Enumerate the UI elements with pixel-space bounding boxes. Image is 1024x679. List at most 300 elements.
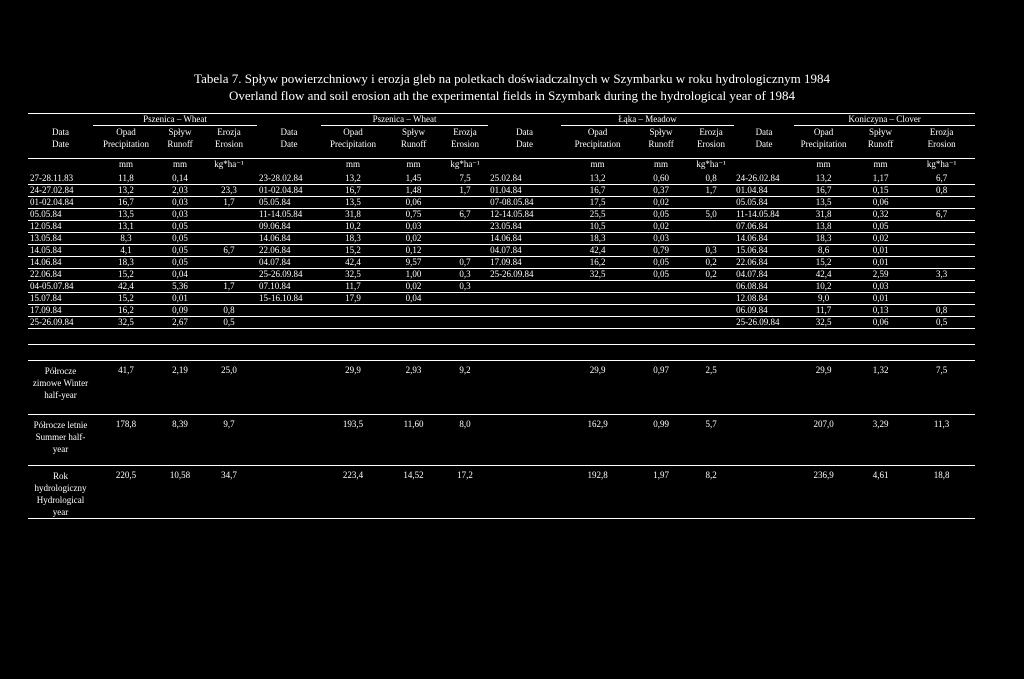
column-header-en: Precipitation (800, 139, 847, 149)
table-cell: 11-14.05.84 (257, 209, 321, 221)
table-cell (634, 293, 688, 305)
table-cell: 0,15 (853, 185, 908, 197)
table-cell: 0,03 (634, 233, 688, 245)
table-cell: 14.06.84 (28, 257, 93, 269)
table-cell: 01-02.04.84 (257, 185, 321, 197)
table-cell (908, 233, 975, 245)
table-cell: 0,8 (908, 305, 975, 317)
table-row (28, 293, 975, 305)
table-cell: 0,02 (634, 221, 688, 233)
table-row (28, 233, 975, 245)
table-cell: 0,14 (159, 173, 201, 185)
column-header-pl: Spływ (869, 127, 893, 137)
table-cell (634, 305, 688, 317)
table-cell: 05.05.84 (734, 197, 794, 209)
column-header (28, 126, 93, 151)
unit-label (488, 159, 561, 174)
column-header-en: Runoff (167, 139, 193, 149)
summary-cell: 178,8 (93, 415, 159, 466)
table-cell (908, 245, 975, 257)
table-cell: 16,7 (561, 185, 634, 197)
column-header (488, 126, 561, 151)
table-cell: 15.06.84 (734, 245, 794, 257)
empty-cell (561, 329, 634, 345)
summary-cell: 4,61 (853, 466, 908, 519)
table-cell: 1,7 (201, 197, 257, 209)
summary-label: Półrocze letnie Summer half-year (28, 415, 93, 466)
summary-cell: 9,7 (201, 415, 257, 466)
empty-cell (385, 329, 442, 345)
column-header-en: Precipitation (103, 139, 149, 149)
table-cell: 17,9 (321, 293, 385, 305)
column-header-pl: Opad (813, 127, 834, 137)
summary-label: Rok hydrologiczny Hydrological year (28, 466, 93, 519)
table-cell: 14.05.84 (28, 245, 93, 257)
table-cell: 0,01 (159, 293, 201, 305)
column-header-pl: Data (516, 126, 534, 137)
column-header-en: Runoff (648, 139, 674, 149)
summary-cell: 11,60 (385, 415, 442, 466)
table-cell: 01-02.04.84 (28, 197, 93, 209)
summary-cell: 9,2 (442, 361, 488, 415)
table-cell: 0,12 (385, 245, 442, 257)
table-cell: 0,60 (634, 173, 688, 185)
table-cell (201, 293, 257, 305)
table-cell: 12-14.05.84 (488, 209, 561, 221)
units-row (28, 159, 975, 174)
section-header: Łąka – Meadow (561, 114, 734, 126)
column-header-pl: Opad (343, 127, 363, 137)
table-cell: 25-26.09.84 (734, 317, 794, 329)
table-cell: 0,2 (688, 257, 734, 269)
empty-cell (734, 345, 794, 361)
table-cell: 0,03 (853, 281, 908, 293)
table-cell: 13.05.84 (28, 233, 93, 245)
empty-cell (488, 345, 561, 361)
empty-cell (734, 466, 794, 519)
table-cell: 06.08.84 (734, 281, 794, 293)
table-cell: 25-26.09.84 (28, 317, 93, 329)
summary-label: Półrocze zimowe Winter half-year (28, 361, 93, 415)
table-cell (688, 197, 734, 209)
table-cell: 11,7 (794, 305, 853, 317)
table-cell: 6,7 (442, 209, 488, 221)
table-cell: 0,06 (853, 317, 908, 329)
table-row (28, 185, 975, 197)
table-cell: 11,7 (321, 281, 385, 293)
table-cell: 1,7 (201, 281, 257, 293)
table-cell (908, 293, 975, 305)
empty-cell (634, 345, 688, 361)
column-header (93, 126, 159, 151)
table-cell: 13,8 (794, 221, 853, 233)
table-cell: 0,8 (688, 173, 734, 185)
empty-cell (853, 329, 908, 345)
table-cell (908, 281, 975, 293)
table-cell (257, 317, 321, 329)
unit-label: mm (853, 159, 908, 174)
table-cell: 13,2 (321, 173, 385, 185)
table-cell: 0,04 (385, 293, 442, 305)
empty-cell (257, 329, 321, 345)
table-cell: 25,5 (561, 209, 634, 221)
empty-cell (488, 361, 561, 415)
table-cell: 0,05 (159, 233, 201, 245)
summary-cell: 220,5 (93, 466, 159, 519)
table-cell: 0,3 (688, 245, 734, 257)
summary-cell: 2,19 (159, 361, 201, 415)
table-cell (442, 317, 488, 329)
empty-cell (908, 345, 975, 361)
empty-cell (442, 345, 488, 361)
summary-cell: 8,39 (159, 415, 201, 466)
table-cell (688, 233, 734, 245)
erosion-table (28, 113, 975, 519)
table-cell: 2,67 (159, 317, 201, 329)
summary-cell: 5,7 (688, 415, 734, 466)
table-cell: 16,2 (561, 257, 634, 269)
empty-cell (908, 329, 975, 345)
table-cell: 0,2 (688, 269, 734, 281)
table-cell: 0,01 (853, 293, 908, 305)
table-cell: 0,5 (908, 317, 975, 329)
table-cell (634, 281, 688, 293)
table-cell: 9,57 (385, 257, 442, 269)
unit-label: mm (561, 159, 634, 174)
column-header (321, 126, 385, 151)
table-cell: 16,2 (93, 305, 159, 317)
table-cell: 14.06.84 (734, 233, 794, 245)
unit-label (28, 159, 93, 174)
unit-label: mm (385, 159, 442, 174)
summary-cell: 25,0 (201, 361, 257, 415)
table-cell: 06.09.84 (734, 305, 794, 317)
table-cell: 23,3 (201, 185, 257, 197)
table-cell: 07.06.84 (734, 221, 794, 233)
summary-cell: 29,9 (794, 361, 853, 415)
table-cell: 1,48 (385, 185, 442, 197)
table-cell: 0,37 (634, 185, 688, 197)
table-cell: 24-26.02.84 (734, 173, 794, 185)
column-header-pl: Opad (116, 127, 136, 137)
table-cell: 12.05.84 (28, 221, 93, 233)
column-header (794, 126, 853, 151)
empty-cell (734, 329, 794, 345)
table-cell (908, 221, 975, 233)
table-cell: 42,4 (794, 269, 853, 281)
table-cell: 18,3 (794, 233, 853, 245)
table-cell: 0,05 (159, 257, 201, 269)
empty-cell (257, 345, 321, 361)
table-cell (561, 293, 634, 305)
table-cell: 32,5 (93, 317, 159, 329)
table-cell: 0,75 (385, 209, 442, 221)
table-cell: 15,2 (321, 245, 385, 257)
table-cell (561, 305, 634, 317)
table-cell (442, 305, 488, 317)
summary-cell: 7,5 (908, 361, 975, 415)
table-cell: 01.04.84 (488, 185, 561, 197)
table-cell: 0,05 (159, 245, 201, 257)
empty-cell (734, 361, 794, 415)
column-header-en: Date (516, 138, 534, 149)
table-cell: 11,8 (93, 173, 159, 185)
empty-cell (853, 345, 908, 361)
table-row (28, 257, 975, 269)
table-cell: 1,17 (853, 173, 908, 185)
column-header (688, 126, 734, 151)
column-header-en: Erosion (451, 139, 480, 149)
empty-cell (257, 415, 321, 466)
unit-label: mm (794, 159, 853, 174)
table-cell: 15,2 (93, 269, 159, 281)
summary-cell: 193,5 (321, 415, 385, 466)
table-row (28, 305, 975, 317)
column-header (734, 126, 794, 151)
table-cell: 2,59 (853, 269, 908, 281)
table-cell: 25-26.09.84 (488, 269, 561, 281)
unit-label (257, 159, 321, 174)
summary-row (28, 466, 975, 519)
column-header-en: Precipitation (574, 139, 621, 149)
empty-cell (159, 329, 201, 345)
table-cell: 0,01 (853, 257, 908, 269)
table-cell: 0,02 (853, 233, 908, 245)
table-cell: 42,4 (93, 281, 159, 293)
empty-cell (257, 466, 321, 519)
table-cell: 31,8 (794, 209, 853, 221)
summary-cell: 223,4 (321, 466, 385, 519)
summary-cell: 207,0 (794, 415, 853, 466)
table-cell: 17.09.84 (28, 305, 93, 317)
summary-cell: 0,99 (634, 415, 688, 466)
spacer-row (28, 329, 975, 345)
empty-cell (794, 329, 853, 345)
column-header (257, 126, 321, 151)
column-header-pl: Data (52, 126, 69, 137)
section-header: Pszenica – Wheat (93, 114, 257, 126)
table-cell: 13,2 (794, 173, 853, 185)
table-row (28, 197, 975, 209)
table-cell: 0,02 (385, 281, 442, 293)
empty-cell (488, 466, 561, 519)
table-cell (321, 305, 385, 317)
table-cell: 13,5 (321, 197, 385, 209)
section-header: Koniczyna – Clover (794, 114, 975, 126)
summary-row (28, 415, 975, 466)
table-cell (442, 245, 488, 257)
table-cell: 0,03 (159, 197, 201, 209)
table-cell (442, 233, 488, 245)
empty-cell (488, 415, 561, 466)
table-cell: 16,7 (321, 185, 385, 197)
table-cell (908, 197, 975, 209)
section-header: Pszenica – Wheat (321, 114, 488, 126)
summary-cell: 18,8 (908, 466, 975, 519)
table-cell (385, 317, 442, 329)
table-cell (561, 281, 634, 293)
table-cell: 0,05 (634, 269, 688, 281)
empty-cell (28, 345, 93, 361)
table-row (28, 209, 975, 221)
summary-cell: 34,7 (201, 466, 257, 519)
table-row (28, 281, 975, 293)
table-cell: 0,06 (385, 197, 442, 209)
column-header-en: Date (52, 138, 69, 149)
column-header-en: Runoff (867, 139, 894, 149)
table-cell: 17,5 (561, 197, 634, 209)
table-cell: 8,6 (794, 245, 853, 257)
column-header (634, 126, 688, 151)
table-cell: 07.10.84 (257, 281, 321, 293)
table-cell: 0,04 (159, 269, 201, 281)
summary-cell: 11,3 (908, 415, 975, 466)
table-cell (488, 293, 561, 305)
table-cell: 15.07.84 (28, 293, 93, 305)
column-header-en: Precipitation (330, 139, 377, 149)
table-cell (488, 317, 561, 329)
table-title-pl: Tabela 7. Spływ powierzchniowy i erozja gleb na poletkach doświadczalnych w Szymbarku w roku hydrologicznym 1984 (194, 71, 830, 86)
unit-label: mm (321, 159, 385, 174)
table-cell: 04.07.84 (734, 269, 794, 281)
table-cell: 9,0 (794, 293, 853, 305)
table-cell: 25.02.84 (488, 173, 561, 185)
table-cell: 0,05 (634, 209, 688, 221)
table-cell: 1,45 (385, 173, 442, 185)
summary-cell: 2,93 (385, 361, 442, 415)
table-cell: 0,02 (634, 197, 688, 209)
table-cell: 0,01 (853, 245, 908, 257)
table-cell (321, 317, 385, 329)
table-cell: 13,5 (794, 197, 853, 209)
table-cell: 1,7 (442, 185, 488, 197)
table-cell (442, 293, 488, 305)
summary-cell: 8,2 (688, 466, 734, 519)
column-header (442, 126, 488, 151)
table-cell: 4,1 (93, 245, 159, 257)
column-header-pl: Erozja (217, 127, 241, 137)
table-cell: 0,03 (159, 209, 201, 221)
column-header (561, 126, 634, 151)
table-cell: 12.08.84 (734, 293, 794, 305)
table-cell: 0,03 (385, 221, 442, 233)
table-row (28, 317, 975, 329)
table-row (28, 221, 975, 233)
table-cell: 17.09.84 (488, 257, 561, 269)
column-header-pl: Data (755, 126, 773, 137)
empty-cell (321, 345, 385, 361)
table-cell: 6,7 (908, 173, 975, 185)
table-cell: 10,2 (794, 281, 853, 293)
column-header-pl: Opad (587, 127, 608, 137)
table-cell: 15,2 (93, 293, 159, 305)
column-header (908, 126, 975, 151)
table-cell (688, 317, 734, 329)
empty-cell (201, 345, 257, 361)
table-cell: 0,06 (853, 197, 908, 209)
column-header-en: Runoff (400, 139, 427, 149)
table-cell: 0,3 (442, 269, 488, 281)
unit-label: mm (93, 159, 159, 174)
spacer-row (28, 150, 975, 159)
table-title-en: Overland flow and soil erosion ath the experimental fields in Szymbark during the hydrological year of 1984 (228, 88, 796, 103)
unit-label: mm (159, 159, 201, 174)
table-cell: 1,00 (385, 269, 442, 281)
table-cell: 24-27.02.84 (28, 185, 93, 197)
table-row (28, 269, 975, 281)
summary-cell: 8,0 (442, 415, 488, 466)
column-header-pl: Spływ (168, 127, 192, 137)
empty-cell (93, 329, 159, 345)
table-cell: 25-26.09.84 (257, 269, 321, 281)
table-cell: 27-28.11.83 (28, 173, 93, 185)
summary-cell: 29,9 (321, 361, 385, 415)
table-cell (201, 209, 257, 221)
column-header-en: Erosion (215, 139, 244, 149)
table-cell: 04-05.07.84 (28, 281, 93, 293)
table-cell: 5,36 (159, 281, 201, 293)
unit-label: mm (634, 159, 688, 174)
table-cell (257, 305, 321, 317)
empty-cell (257, 361, 321, 415)
table-cell: 0,3 (442, 281, 488, 293)
table-cell: 5,0 (688, 209, 734, 221)
table-cell: 04.07.84 (488, 245, 561, 257)
table-cell (688, 305, 734, 317)
column-header-en: Date (280, 138, 298, 149)
column-header-pl: Spływ (649, 127, 673, 137)
table-cell (442, 197, 488, 209)
column-header-en: Date (755, 138, 773, 149)
empty-cell (734, 415, 794, 466)
summary-cell: 10,58 (159, 466, 201, 519)
table-cell (561, 317, 634, 329)
table-row (28, 245, 975, 257)
table-cell: 14.06.84 (488, 233, 561, 245)
table-cell (442, 221, 488, 233)
empty-cell (561, 345, 634, 361)
table-cell: 42,4 (561, 245, 634, 257)
column-header-en: Erosion (927, 139, 956, 149)
table-cell: 23.05.84 (488, 221, 561, 233)
table-cell: 0,7 (442, 257, 488, 269)
empty-cell (93, 345, 159, 361)
table-cell: 05.05.84 (257, 197, 321, 209)
table-cell: 13,1 (93, 221, 159, 233)
table-cell: 2,03 (159, 185, 201, 197)
table-cell: 32,5 (321, 269, 385, 281)
summary-cell: 1,32 (853, 361, 908, 415)
table-cell: 0,05 (634, 257, 688, 269)
column-header-en: Erosion (697, 139, 726, 149)
summary-cell: 41,7 (93, 361, 159, 415)
table-cell: 09.06.84 (257, 221, 321, 233)
table-cell (201, 257, 257, 269)
summary-cell: 192,8 (561, 466, 634, 519)
summary-cell: 1,97 (634, 466, 688, 519)
table-cell: 11-14.05.84 (734, 209, 794, 221)
table-cell: 07-08.05.84 (488, 197, 561, 209)
table-cell: 15,2 (794, 257, 853, 269)
table-cell: 32,5 (794, 317, 853, 329)
empty-cell (688, 329, 734, 345)
column-header-pl: Erozja (453, 127, 477, 137)
table-cell: 0,05 (853, 221, 908, 233)
table-cell: 16,7 (93, 197, 159, 209)
empty-cell (321, 329, 385, 345)
empty-cell (28, 329, 93, 345)
empty-cell (794, 345, 853, 361)
